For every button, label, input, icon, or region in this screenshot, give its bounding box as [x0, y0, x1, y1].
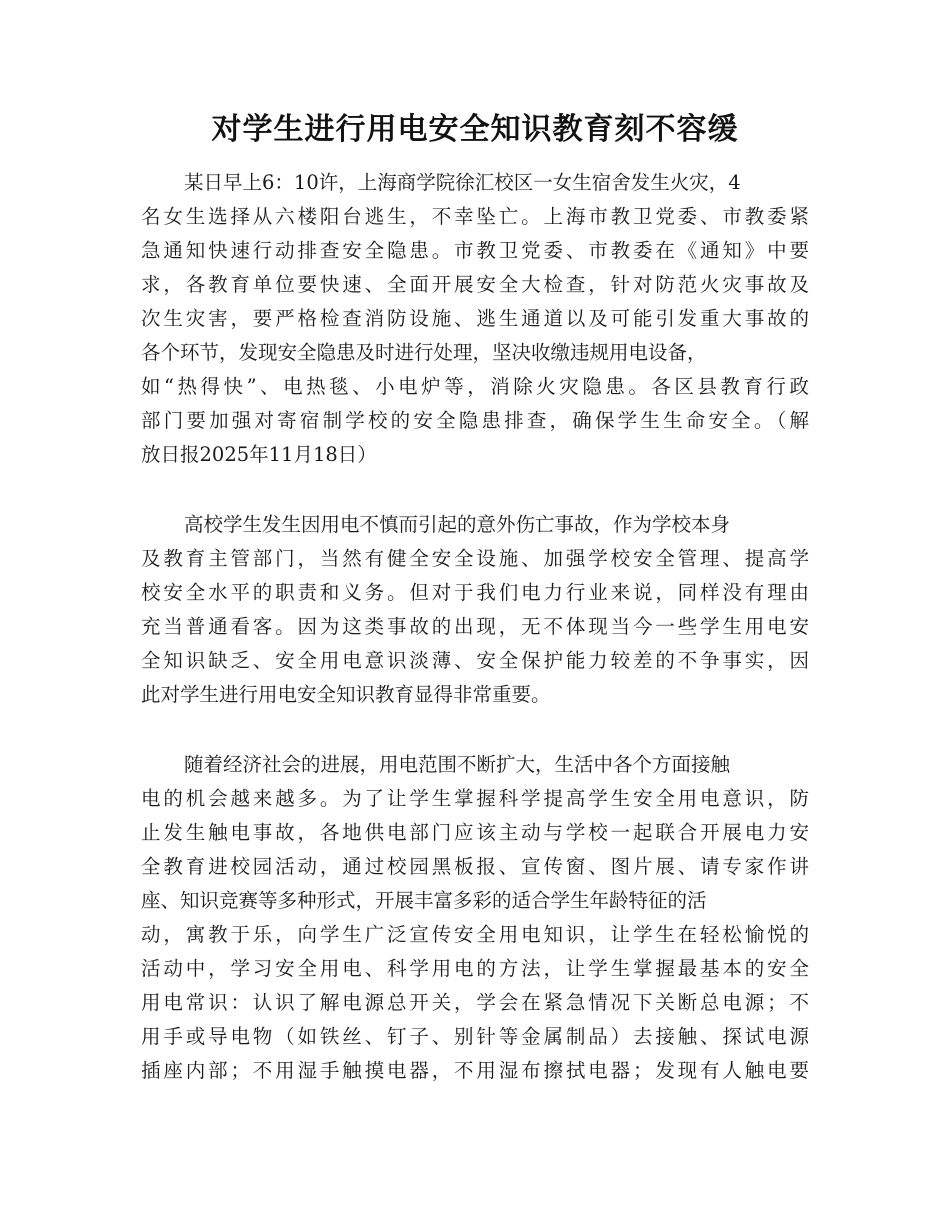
text-line: 及教育主管部门，当然有健全安全设施、加强学校安全管理、提高学	[141, 547, 809, 570]
text-line: 求，各教育单位要快速、全面开展安全大检查，针对防范火灾事故及	[141, 273, 809, 296]
paragraph-1	[141, 166, 809, 472]
text-line: 高校学生发生因用电不慎而引起的意外伤亡事故，作为学校本身	[184, 513, 731, 536]
text-line: 如“热得快”、电热毯、小电炉等，消除火灾隐患。各区县教育行政	[141, 375, 809, 398]
paragraph-gap	[141, 472, 809, 508]
text-line: 充当普通看客。因为这类事故的出现，无不体现当今一些学生用电安	[141, 615, 809, 638]
text-line: 部门要加强对寄宿制学校的安全隐患排查，确保学生生命安全。（解	[141, 409, 809, 432]
text-line: 全教育进校园活动，通过校园黑板报、宣传窗、图片展、请专家作讲	[141, 855, 809, 878]
paragraph-3	[141, 748, 809, 1088]
text-line: 用手或导电物（如铁丝、钉子、别针等金属制品）去接触、探试电源	[141, 1025, 809, 1048]
text-line: 活动中，学习安全用电、科学用电的方法，让学生掌握最基本的安全	[141, 957, 809, 980]
text-line: 名女生选择从六楼阳台逃生，不幸坠亡。上海市教卫党委、市教委紧	[141, 205, 809, 228]
text-line: 插座内部；不用湿手触摸电器，不用湿布擦拭电器；发现有人触电要	[141, 1059, 809, 1082]
text-line: 放日报2025年11月18日）	[141, 443, 377, 466]
text-line: 用电常识：认识了解电源总开关，学会在紧急情况下关断总电源；不	[141, 991, 809, 1014]
paragraph-gap	[141, 712, 809, 748]
document-body	[141, 166, 809, 1088]
document-title: 对学生进行用电安全知识教育刻不容缓	[211, 112, 739, 147]
text-line: 座、知识竞赛等多种形式，开展丰富多彩的适合学生年龄特征的活	[141, 889, 707, 912]
text-line: 此对学生进行用电安全知识教育显得非常重要。	[141, 683, 551, 706]
paragraph-2	[141, 508, 809, 712]
text-line: 止发生触电事故，各地供电部门应该主动与学校一起联合开展电力安	[141, 821, 809, 844]
text-line: 电的机会越来越多。为了让学生掌握科学提高学生安全用电意识，防	[141, 787, 809, 810]
text-line: 各个环节，发现安全隐患及时进行处理，坚决收缴违规用电设备，	[141, 341, 707, 364]
text-line: 全知识缺乏、安全用电意识淡薄、安全保护能力较差的不争事实，因	[141, 649, 809, 672]
text-line: 某日早上6：10许，上海商学院徐汇校区一女生宿舍发生火灾，4	[184, 171, 741, 194]
text-line: 急通知快速行动排查安全隐患。市教卫党委、市教委在《通知》中要	[141, 239, 809, 262]
text-line: 随着经济社会的进展，用电范围不断扩大，生活中各个方面接触	[184, 753, 731, 776]
text-line: 次生灾害，要严格检查消防设施、逃生通道以及可能引发重大事故的	[141, 307, 809, 330]
text-line: 校安全水平的职责和义务。但对于我们电力行业来说，同样没有理由	[141, 581, 809, 604]
text-line: 动，寓教于乐，向学生广泛宣传安全用电知识，让学生在轻松愉悦的	[141, 923, 809, 946]
